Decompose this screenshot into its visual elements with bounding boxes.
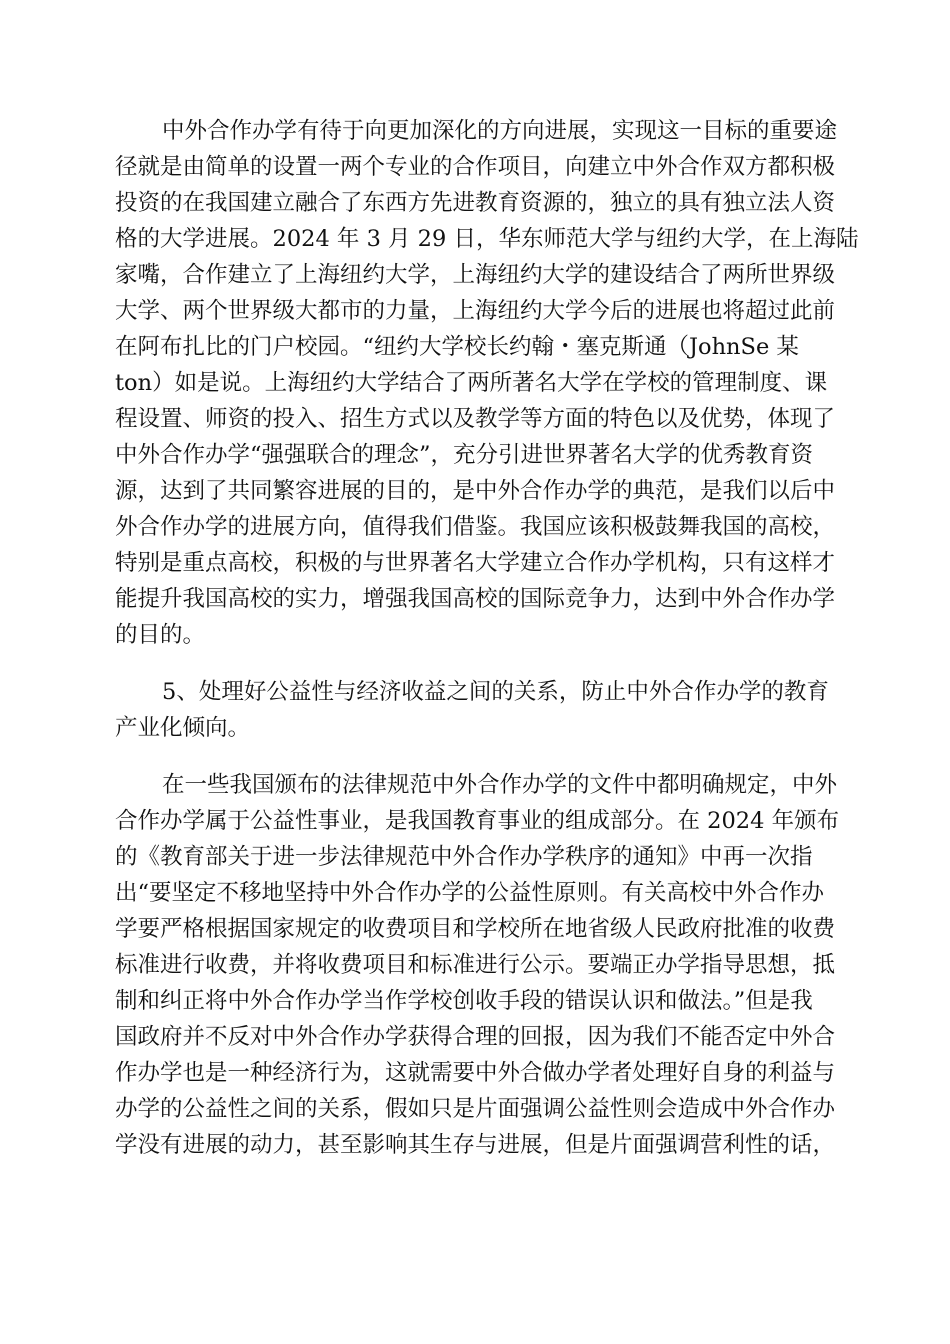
paragraph-1-line-9: 程设置、师资的投入、招生方式以及教学等方面的特色以及优势，体现了: [115, 406, 836, 432]
paragraph-1-line-7: 在阿布扎比的门户校园。“纽约大学校长约翰・塞克斯通（JohnSe 某: [115, 334, 799, 360]
heading-5-line-2: 产业化倾向。: [115, 715, 251, 741]
paragraph-2-line-3: 的《教育部关于进一步法律规范中外合作办学秩序的通知》中再一次指: [115, 844, 813, 870]
heading-5-line-1: 5、处理好公益性与经济收益之间的关系，防止中外合作办学的教育: [162, 679, 829, 705]
paragraph-1-line-2: 径就是由简单的设置一两个专业的合作项目，向建立中外合作双方都积极: [115, 154, 836, 180]
paragraph-2-line-4: 出“要坚定不移地坚持中外合作办学的公益性原则。有关高校中外合作办: [115, 880, 825, 906]
paragraph-1-line-3: 投资的在我国建立融合了东西方先进教育资源的，独立的具有独立法人资: [115, 190, 836, 216]
paragraph-1-line-4: 格的大学进展。2024 年 3 月 29 日，华东师范大学与纽约大学，在上海陆: [115, 226, 859, 252]
paragraph-1-line-15: 的目的。: [115, 622, 206, 648]
paragraph-2-line-7: 制和纠正将中外合作办学当作学校创收手段的错误认识和做法。”但是我: [115, 988, 813, 1014]
paragraph-2-line-2: 合作办学属于公益性事业，是我国教育事业的组成部分。在 2024 年颁布: [115, 808, 840, 834]
paragraph-1-line-6: 大学、两个世界级大都市的力量，上海纽约大学今后的进展也将超过此前: [115, 298, 836, 324]
paragraph-2-line-9: 作办学也是一种经济行为，这就需要中外合做办学者处理好自身的利益与: [115, 1060, 836, 1086]
paragraph-2-line-11: 学没有进展的动力，甚至影响其生存与进展，但是片面强调营利性的话，: [115, 1132, 836, 1158]
paragraph-2-line-6: 标准进行收费，并将收费项目和标准进行公示。要端正办学指导思想，抵: [115, 952, 836, 978]
paragraph-1-line-13: 特别是重点高校，积极的与世界著名大学建立合作办学机构，只有这样才: [115, 550, 836, 576]
paragraph-1-line-5: 家嘴，合作建立了上海纽约大学，上海纽约大学的建设结合了两所世界级: [115, 262, 836, 288]
paragraph-1-line-11: 源，达到了共同繁容进展的目的，是中外合作办学的典范，是我们以后中: [115, 478, 836, 504]
paragraph-1-line-10: 中外合作办学“强强联合的理念”，充分引进世界著名大学的优秀教育资: [115, 442, 814, 468]
paragraph-1-line-1: 中外合作办学有待于向更加深化的方向进展，实现这一目标的重要途: [162, 118, 838, 144]
paragraph-2-line-10: 办学的公益性之间的关系，假如只是片面强调公益性则会造成中外合作办: [115, 1096, 836, 1122]
paragraph-2-line-1: 在一些我国颁布的法律规范中外合作办学的文件中都明确规定，中外: [162, 772, 838, 798]
paragraph-1-line-12: 外合作办学的进展方向，值得我们借鉴。我国应该积极鼓舞我国的高校，: [115, 514, 836, 540]
paragraph-2-line-8: 国政府并不反对中外合作办学获得合理的回报，因为我们不能否定中外合: [115, 1024, 836, 1050]
paragraph-2-line-5: 学要严格根据国家规定的收费项目和学校所在地省级人民政府批准的收费: [115, 916, 836, 942]
paragraph-1-line-8: ton）如是说。上海纽约大学结合了两所著名大学在学校的管理制度、课: [115, 370, 828, 396]
paragraph-1-line-14: 能提升我国高校的实力，增强我国高校的国际竞争力，达到中外合作办学: [115, 586, 836, 612]
